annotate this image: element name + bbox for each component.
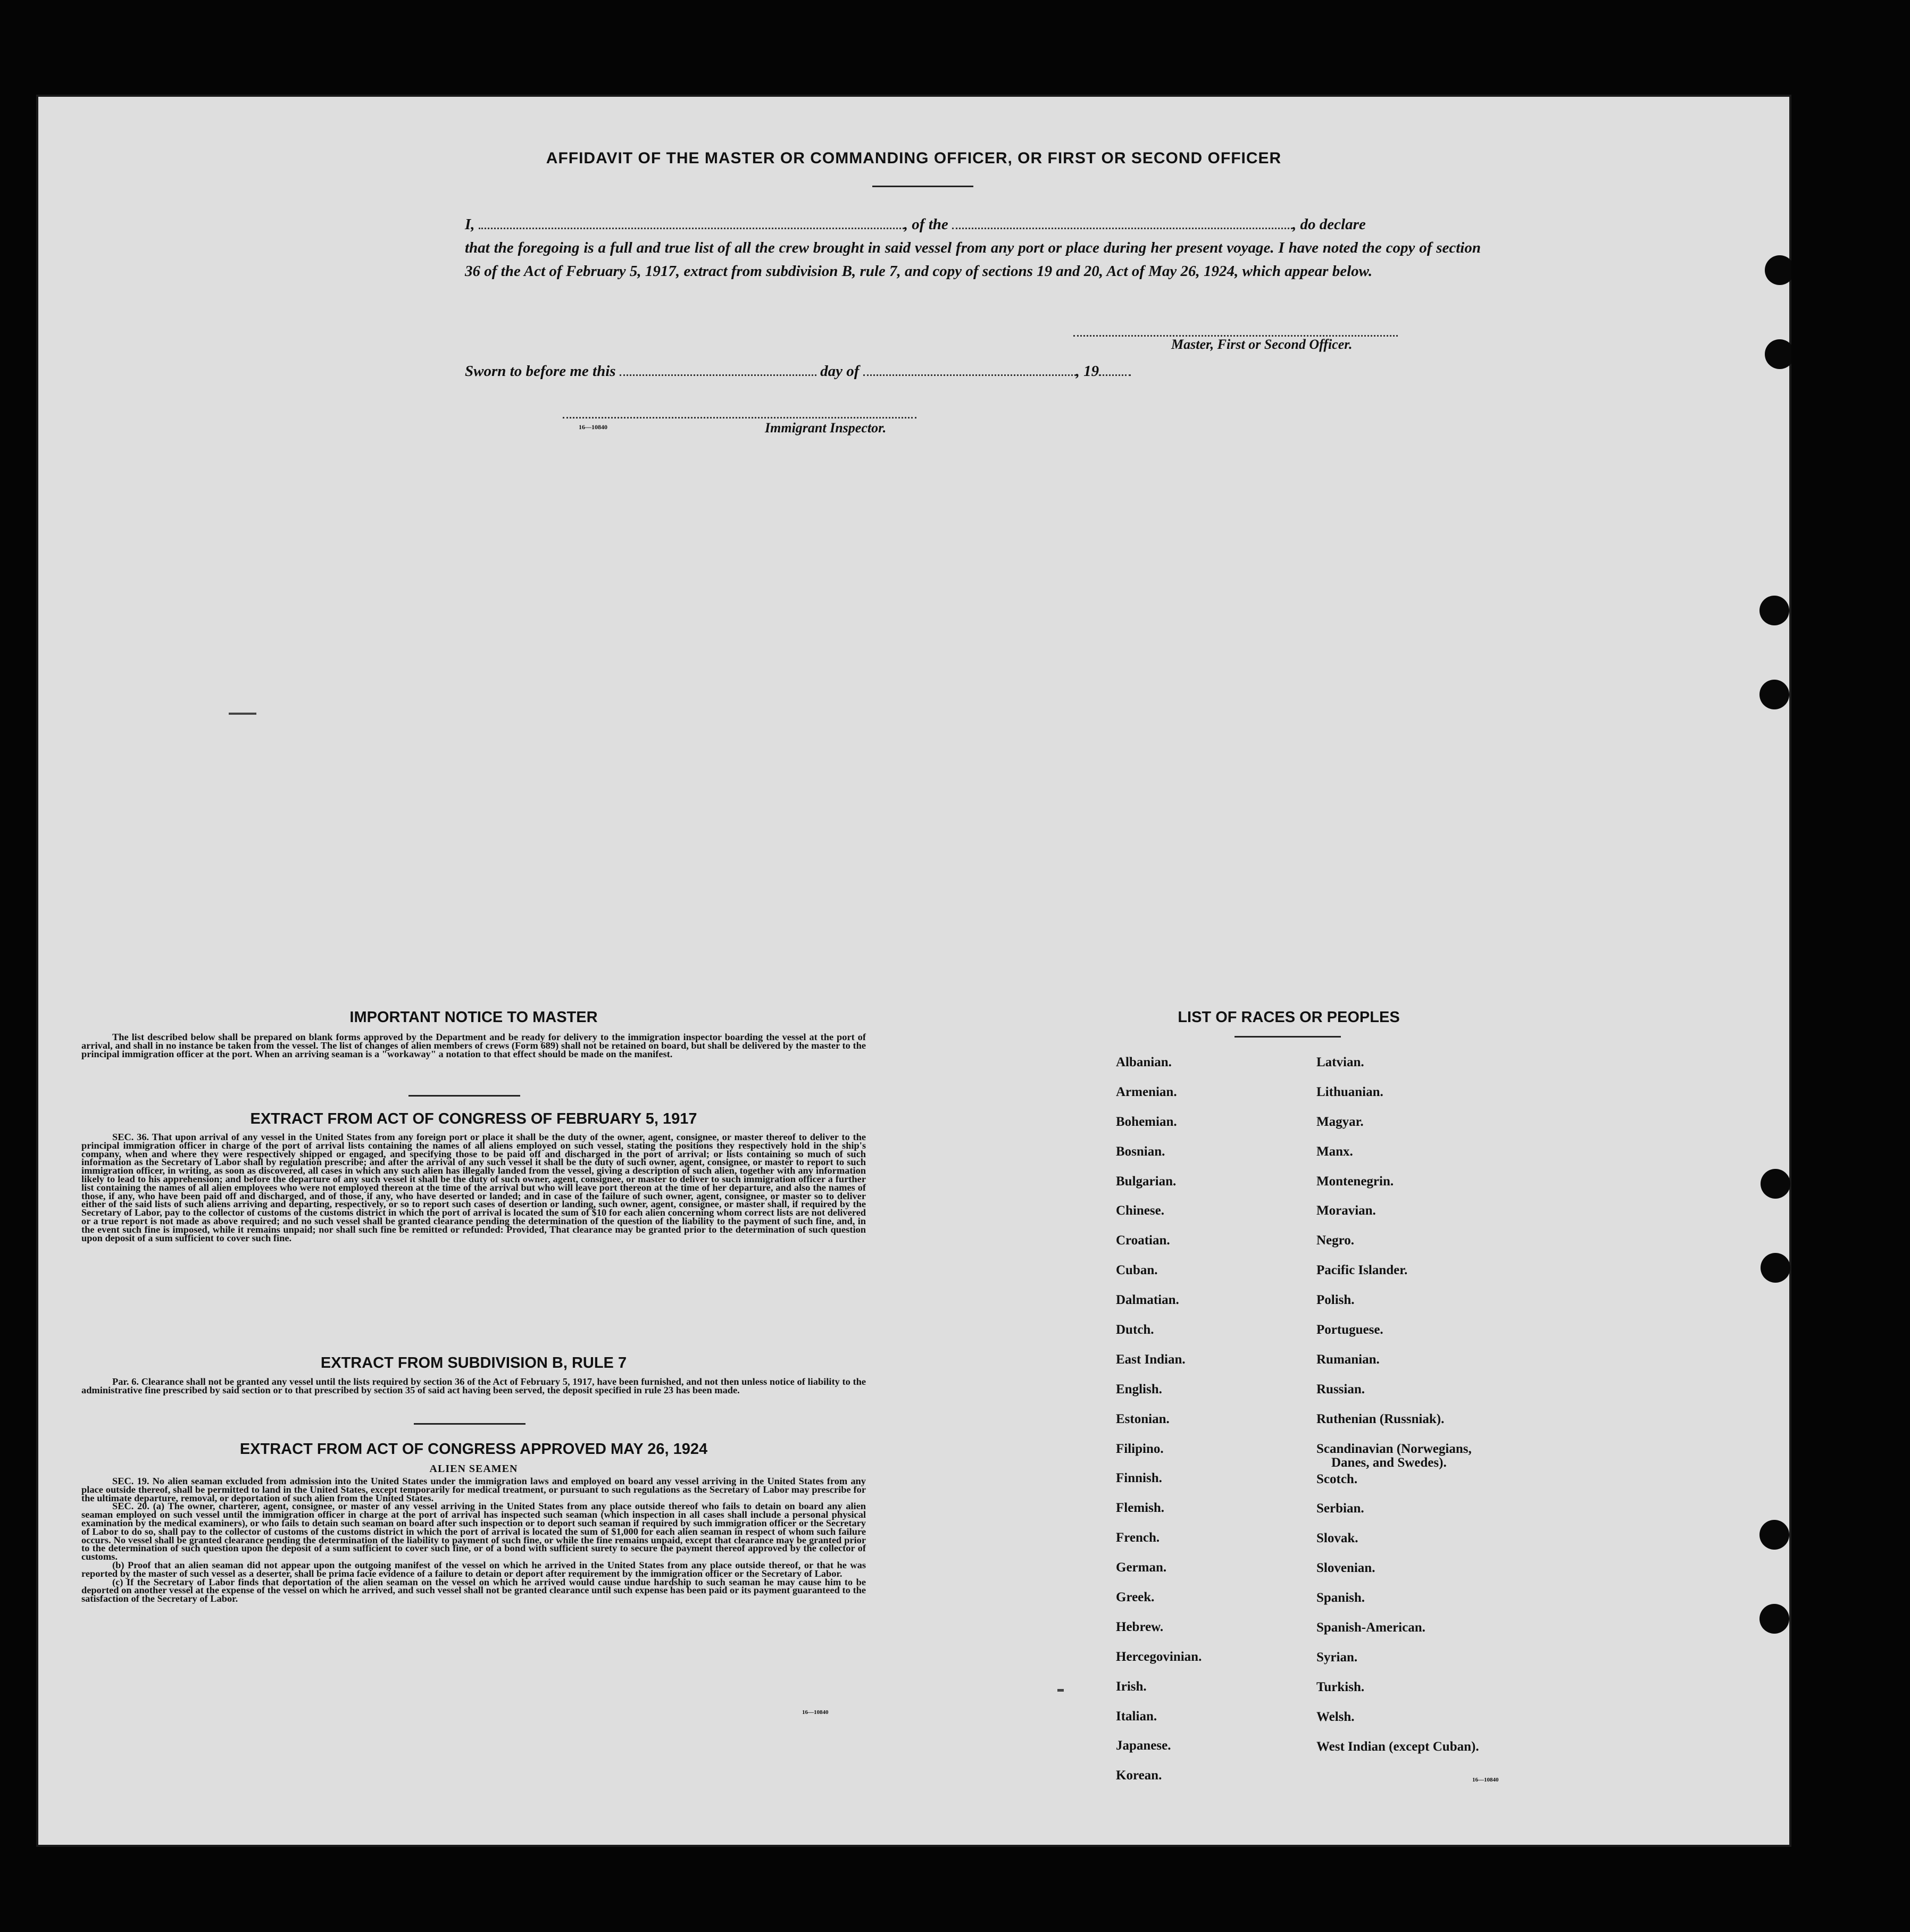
binder-hole <box>1759 1520 1789 1550</box>
race-item: Slovak. <box>1316 1531 1358 1546</box>
affidavit-title: AFFIDAVIT OF THE MASTER OR COMMANDING OFFICER, OR FIRST OR SECOND OFFICER <box>546 149 1282 167</box>
race-item: Estonian. <box>1116 1411 1170 1426</box>
race-item: Russian. <box>1316 1382 1365 1396</box>
race-item: Irish. <box>1116 1679 1147 1694</box>
race-item: Spanish. <box>1316 1591 1365 1605</box>
inspector-signature-line[interactable] <box>563 417 916 419</box>
binder-hole <box>1761 1253 1790 1283</box>
binder-hole <box>1765 339 1791 369</box>
race-item: Serbian. <box>1316 1501 1364 1516</box>
sec-20c: (c) If the Secretary of Labor finds that deportation of the alien seaman on the vessel on which he arrived would cause undue hardship to such seaman he may cause him to be deported on another vessel at the expense of the vessel on which he arrived, and such vessel shall not be granted clearance until such expense has been paid or its payment guaranteed to the satisfaction of the Secretary of Labor. <box>81 1576 866 1604</box>
day-blank[interactable] <box>620 363 816 376</box>
document-page <box>36 95 1791 1847</box>
races-left-column <box>1116 1055 1202 1797</box>
race-item: Welsh. <box>1316 1709 1355 1724</box>
title-rule <box>872 186 973 187</box>
form-number-bottom-left: 16—10840 <box>802 1709 829 1716</box>
race-item: Polish. <box>1316 1293 1355 1308</box>
i-label: I, <box>465 216 475 233</box>
sec-20a: SEC. 20. (a) The owner, charterer, agent, consignee, or master of any vessel arriving in the United States from any place outside thereof who fails to detain on board any alien seaman employed on such vessel until the immigration officer in charge at the port of arrival has inspected such seaman (which inspection in all cases shall include a personal physical examination by the medical examiners), or who fails to detain such seaman on board after such inspection or to deport such seaman if required by such immigration officer or the Secretary of Labor to do so, shall pay to the collector of customs of the customs district in which the port of arrival is located the sum of $1,000 for each alien seaman in respect of whom such failure occurs. No vessel shall be granted clearance pending the determination of the liability to payment of such fine, or while the fine remains unpaid, except that clearance may be granted prior to the determination of such question upon the deposit of a sum sufficient to cover such fine, or of a bond with sufficient surety to secure the payment thereof approved by the collector of customs. <box>81 1501 866 1562</box>
sec-19: SEC. 19. No alien seaman excluded from admission into the United States under the immigration laws and employed on board any vessel arriving in the United States from any place outside thereof, shall be permitted to land in the United States, except temporarily for medical treatment, or pursuant to such regulations as the Secretary of Labor may prescribe for the ultimate departure, removal, or deportation of such alien from the United States. <box>81 1476 866 1503</box>
race-item: Armenian. <box>1116 1084 1177 1099</box>
binder-hole <box>1759 596 1789 625</box>
extract-1917-title: EXTRACT FROM ACT OF CONGRESS OF FEBRUARY 5, 1917 <box>250 1110 697 1127</box>
vessel-blank[interactable] <box>952 216 1292 229</box>
race-item: Hercegovinian. <box>1116 1649 1202 1664</box>
master-signature-caption: Master, First or Second Officer. <box>1171 337 1353 352</box>
races-title: LIST OF RACES OR PEOPLES <box>1178 1009 1400 1026</box>
do-declare-label: , do declare <box>1292 216 1366 233</box>
race-item: Dutch. <box>1116 1323 1154 1337</box>
binder-hole <box>1759 1604 1789 1634</box>
race-item: Bohemian. <box>1116 1114 1177 1129</box>
races-right-column <box>1316 1055 1479 1768</box>
race-item: Latvian. <box>1316 1055 1364 1069</box>
race-item: Montenegrin. <box>1316 1174 1394 1189</box>
of-the-label: , of the <box>904 216 948 233</box>
race-item: Italian. <box>1116 1709 1157 1724</box>
extract-1924-title: EXTRACT FROM ACT OF CONGRESS APPROVED MAY 26, 1924 <box>239 1441 708 1458</box>
race-item: Scotch. <box>1316 1471 1358 1486</box>
binder-hole <box>1765 255 1791 285</box>
race-item: Scandinavian (Norwegians, <box>1316 1441 1472 1456</box>
form-number-bottom-right: 16—10840 <box>1472 1777 1499 1783</box>
race-item: Negro. <box>1316 1233 1355 1248</box>
race-item: Turkish. <box>1316 1679 1365 1694</box>
races-rule <box>1235 1036 1341 1038</box>
race-item: Flemish. <box>1116 1501 1164 1516</box>
sec-20b: (b) Proof that an alien seaman did not appear upon the outgoing manifest of the vessel on which he arrived in the United States from any place outside thereof, or that he was reported by the master of such vessel as a deserter, shall be prima facie evidence of a failure to detain or deport after requirement by the immigration officer or the Secretary of Labor. <box>81 1559 866 1579</box>
race-item: Pacific Islander. <box>1316 1263 1408 1278</box>
rule7-rule <box>414 1423 526 1425</box>
race-item: Japanese. <box>1116 1738 1171 1753</box>
race-item: Lithuanian. <box>1316 1084 1383 1099</box>
year-blank[interactable] <box>1099 363 1131 376</box>
scan-speck <box>229 713 256 715</box>
race-item: Chinese. <box>1116 1203 1164 1218</box>
race-item: Bosnian. <box>1116 1144 1165 1159</box>
sworn-label: Sworn to before me this <box>465 363 616 380</box>
race-item: Cuban. <box>1116 1263 1158 1278</box>
notice-rule <box>408 1095 520 1097</box>
extract-rule7-text: Par. 6. Clearance shall not be granted any vessel until the lists required by section 36 of the Act of February 5, 1917, have been furnished, and not then unless notice of liability to the administrative fine prescribed by said section or to that prescribed by section 35 of said act having been served, the deposit specified in rule 23 has been made. <box>81 1376 866 1395</box>
month-blank[interactable] <box>863 363 1076 376</box>
race-item: French. <box>1116 1530 1160 1545</box>
notice-text: The list described below shall be prepared on blank forms approved by the Department and be ready for delivery to the immigration inspector boarding the vessel at the port of arrival, and shall in no instance be taken from the vessel. The list of changes of alien members of crews (Form 689) shall not be retained on board, but shall be delivered by the master to the principal immigration officer at the port. When an arriving seaman is a "workaway" a notation to that effect should be made on the manifest. <box>81 1032 866 1059</box>
extract-rule7-title: EXTRACT FROM SUBDIVISION B, RULE 7 <box>320 1354 627 1371</box>
extract-1917-text: SEC. 36. That upon arrival of any vessel in the United States from any foreign port or place it shall be the duty of the owner, agent, consignee, or master thereof to deliver to the principal immigration officer in charge of the port of arrival lists containing the names of all aliens employed on such vessel, stating the positions they respectively hold in the ship's company, when and where they were respectively shipped or engaged, and specifying those to be paid off and discharged in the port of arrival; or lists containing so much of such information as the Secretary of Labor shall by regulation prescribe; and after the arrival of any such vessel it shall be the duty of such owner, agent, consignee, or master to report to such immigration officer, in writing, as soon as discovered, all cases in which any such alien has illegally landed from the vessel, giving a description of such alien, together with any information likely to lead to his apprehension; and before the departure of any such vessel it shall be the duty of such owner, agent, consignee, or master to deliver to such immigration officer a further list containing the names of all alien employees who were not employed thereon at the time of the arrival but who will leave port thereon at the time of her departure, and also the names of those, if any, who have been paid off and discharged, and of those, if any, who have deserted or landed; and in case of the failure of such owner, agent, consignee, or master so to deliver either of the said lists of such aliens arriving and departing, respectively, or so to report such cases of desertion or landing, such owner, agent, consignee, or master shall, if required by the Secretary of Labor, pay to the collector of customs of the customs district in which the port of arrival is located the sum of $10 for each alien concerning whom correct lists are not delivered or a true report is not made as above required; and no such vessel shall be granted clearance pending the determination of the question of the liability to the payment of such fine, and, in the event such fine is imposed, while it remains unpaid; nor shall such fine be remitted or refunded: Provided, That clearance may be granted prior to the determination of such question upon deposit of a sum sufficient to cover such fine. <box>81 1132 866 1243</box>
race-item: Magyar. <box>1316 1114 1364 1129</box>
race-item: Dalmatian. <box>1116 1293 1179 1308</box>
notice-title: IMPORTANT NOTICE TO MASTER <box>349 1009 598 1026</box>
race-item: Ruthenian (Russniak). <box>1316 1411 1445 1426</box>
race-item: Finnish. <box>1116 1471 1162 1486</box>
year-label: , 19 <box>1075 363 1099 380</box>
race-item: East Indian. <box>1116 1352 1186 1367</box>
binder-hole <box>1759 680 1789 709</box>
name-blank[interactable] <box>479 216 904 229</box>
race-item: German. <box>1116 1560 1167 1575</box>
race-item: Moravian. <box>1316 1203 1376 1218</box>
day-of-label: day of <box>820 363 860 380</box>
race-item: English. <box>1116 1382 1162 1396</box>
race-item: Rumanian. <box>1316 1352 1380 1367</box>
race-item: Albanian. <box>1116 1055 1172 1069</box>
form-number-top: 16—10840 <box>579 423 607 431</box>
race-item: Portuguese. <box>1316 1323 1383 1337</box>
alien-seamen-subtitle: ALIEN SEAMEN <box>429 1463 518 1475</box>
declaration-text: that the foregoing is a full and true list of all the crew brought in said vessel from any port or place during her present voyage. I have noted the copy of section 36 of the Act of February 5, 1917, extract from subdivision B, rule 7, and copy of sections 19 and 20, Act of May 26, 1924, which appear below. <box>465 239 1481 280</box>
race-item: Korean. <box>1116 1768 1162 1783</box>
race-item: Croatian. <box>1116 1233 1170 1248</box>
inspector-caption: Immigrant Inspector. <box>765 420 887 436</box>
race-item: Hebrew. <box>1116 1619 1164 1634</box>
race-item-continued: Danes, and Swedes). <box>1331 1455 1447 1470</box>
binder-hole <box>1761 1169 1790 1199</box>
declaration-line <box>465 213 1481 236</box>
extract-1924-text <box>81 1477 866 1603</box>
scan-speck <box>1057 1689 1064 1692</box>
race-item: Syrian. <box>1316 1650 1358 1665</box>
race-item: Bulgarian. <box>1116 1174 1177 1189</box>
race-item: Filipino. <box>1116 1441 1164 1456</box>
sworn-line <box>465 359 1210 383</box>
race-item: Spanish-American. <box>1316 1620 1425 1635</box>
race-item: Greek. <box>1116 1590 1155 1605</box>
race-item: Slovenian. <box>1316 1561 1375 1576</box>
race-item: West Indian (except Cuban). <box>1316 1739 1479 1754</box>
race-item: Manx. <box>1316 1144 1353 1159</box>
